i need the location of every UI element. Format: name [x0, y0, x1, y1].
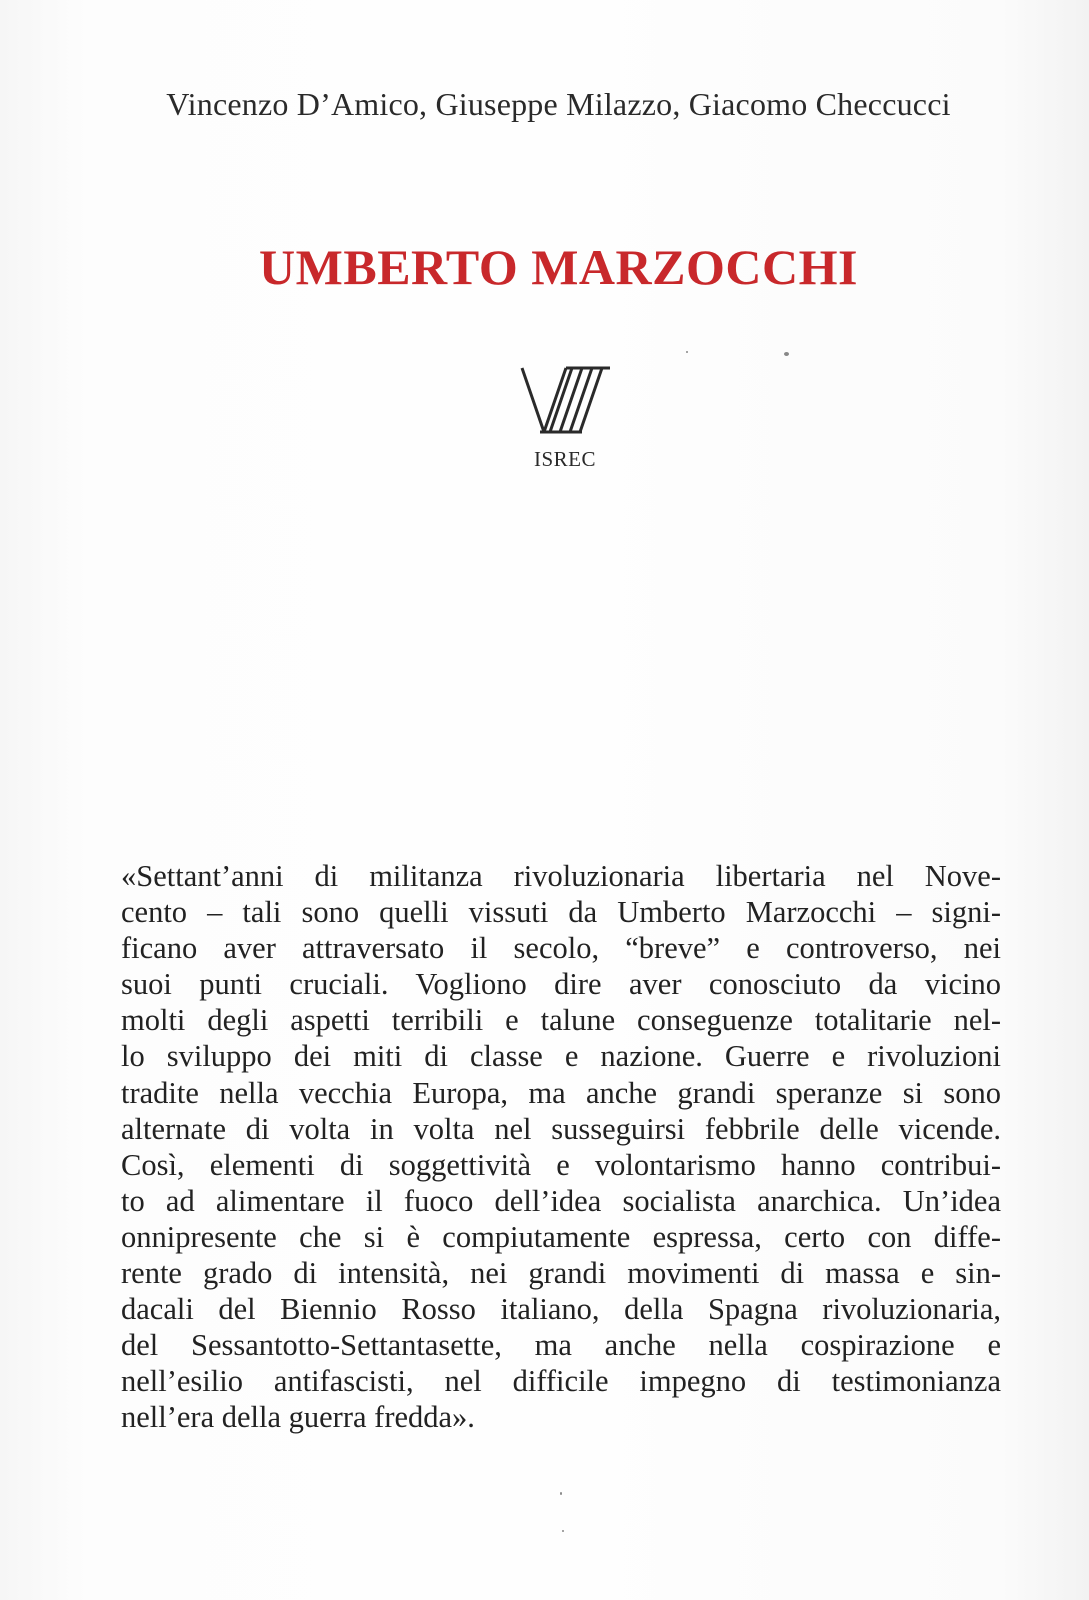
publisher-name: ISREC: [533, 447, 596, 471]
paper-speck: [562, 1530, 564, 1532]
blurb-line: del Sessantotto-Settantasette, ma anche nella cospirazione e: [121, 1328, 1001, 1363]
blurb-line: «Settant’anni di militanza rivoluzionaria libertaria nel Nove-: [121, 859, 1001, 893]
blurb-line: cento – tali sono quelli vissuti da Umberto Marzocchi – signi-: [121, 895, 1001, 930]
blurb-line: nell’esilio antifascisti, nel difficile impegno di testimonianza: [121, 1364, 1001, 1399]
paper-speck: [686, 351, 688, 353]
blurb-line: suoi punti cruciali. Vogliono dire aver conosciuto da vicino: [121, 967, 1001, 1002]
isrec-logo-icon: [520, 366, 612, 434]
blurb-line: lo sviluppo dei miti di classe e nazione. Guerre e rivoluzioni: [121, 1039, 1001, 1074]
blurb-line: Così, elementi di soggettività e volontarismo hanno contribui-: [121, 1147, 1001, 1182]
paper-speck: [560, 1492, 562, 1495]
blurb-line: onnipresente che si è compiutamente espressa, certo con diffe-: [121, 1219, 1001, 1254]
book-title: UMBERTO MARZOCCHI: [259, 239, 858, 295]
paper-speck: [784, 352, 789, 356]
blurb-line: nell’era della guerra fredda».: [121, 1400, 475, 1435]
authors-line: Vincenzo D’Amico, Giuseppe Milazzo, Giacomo Checcucci: [166, 86, 951, 122]
blurb-line: molti degli aspetti terribili e talune conseguenze totalitarie nel-: [121, 1003, 1001, 1038]
blurb-line: dacali del Biennio Rosso italiano, della Spagna rivoluzionaria,: [121, 1292, 1001, 1327]
blurb-line: to ad alimentare il fuoco dell’idea socialista anarchica. Un’idea: [121, 1183, 1001, 1218]
back-cover-blurb: [121, 858, 1001, 1436]
blurb-line: rente grado di intensità, nei grandi movimenti di massa e sin-: [121, 1256, 1001, 1291]
blurb-line: tradite nella vecchia Europa, ma anche grandi speranze si sono: [121, 1075, 1001, 1110]
blurb-line: ficano aver attraversato il secolo, “breve” e controverso, nei: [121, 931, 1001, 966]
blurb-line: alternate di volta in volta nel susseguirsi febbrile delle vicende.: [121, 1111, 1001, 1146]
